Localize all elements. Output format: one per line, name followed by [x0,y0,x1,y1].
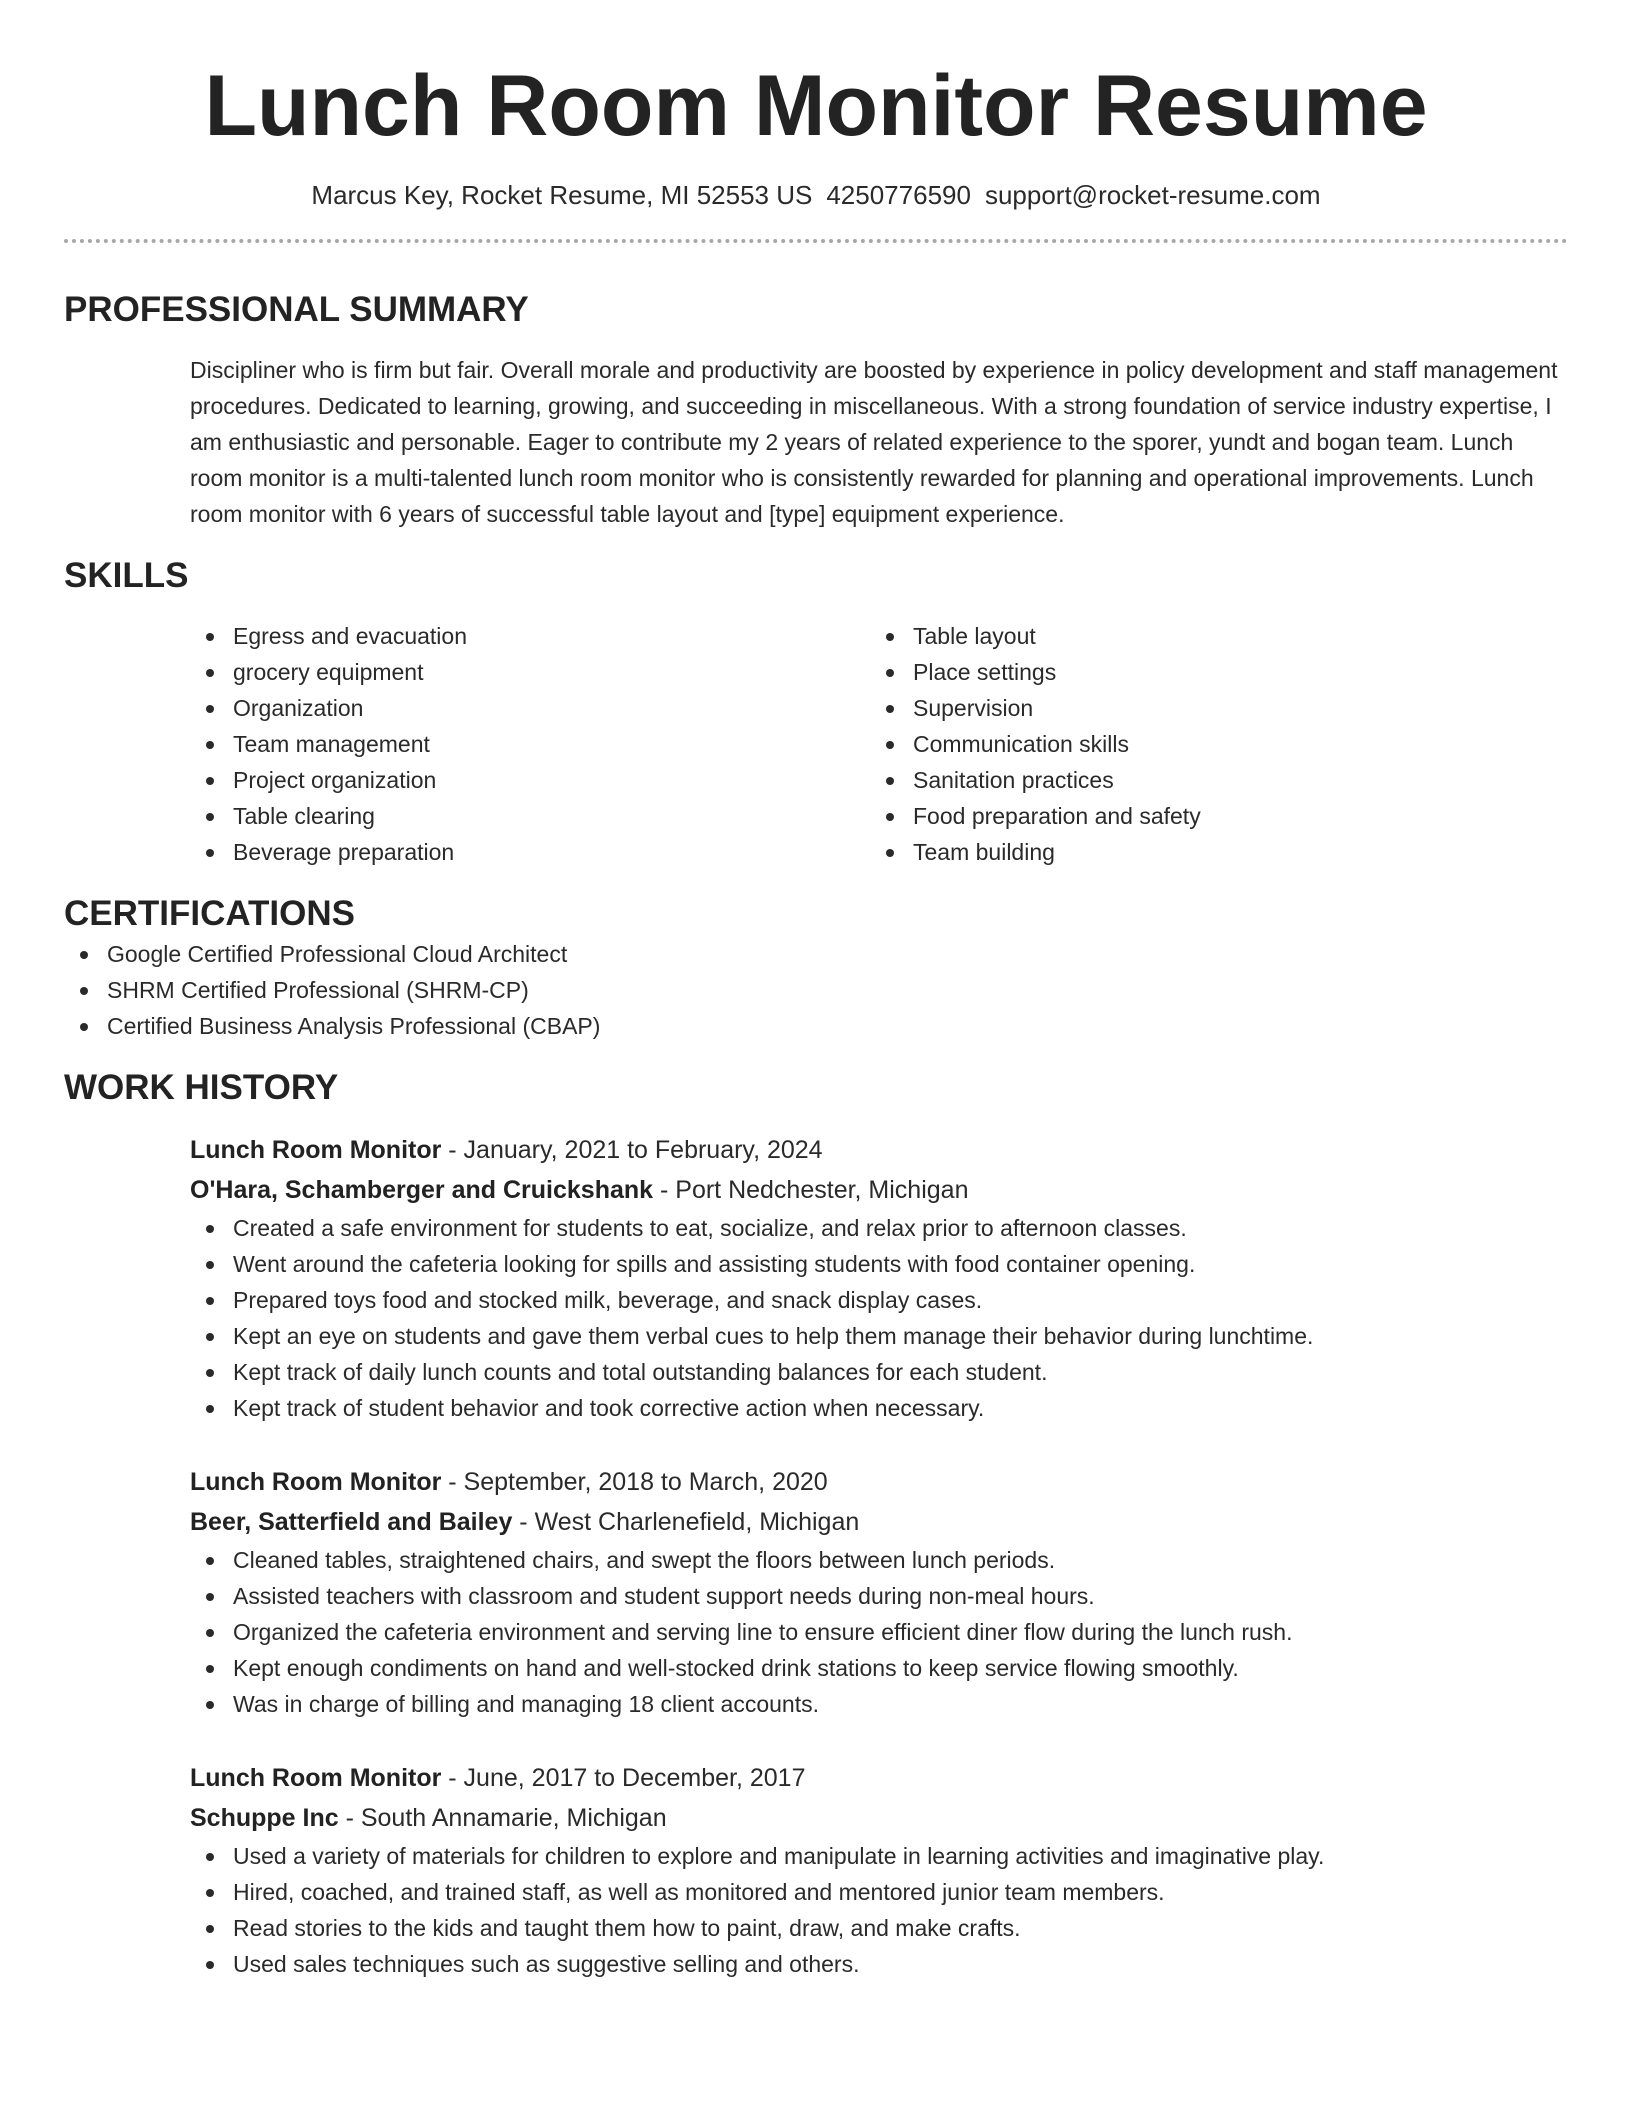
job-duties [190,1542,1568,1722]
job-company-line [190,1798,1568,1838]
skill-item: Organization [190,690,870,726]
work-history-heading: WORK HISTORY [64,1068,339,1107]
job-duty-item: Used a variety of materials for children to explore and manipulate in learning activities and imaginative play. [190,1838,1568,1874]
header-divider [64,239,1568,243]
job-dates: - January, 2021 to February, 2024 [441,1136,823,1164]
job-role: Lunch Room Monitor [190,1136,442,1164]
job-company-line [190,1502,1568,1542]
skill-item: Team building [870,834,1550,870]
skill-item: Beverage preparation [190,834,870,870]
resume-page [64,0,1568,1982]
resume-title: Lunch Room Monitor Resume [204,58,1428,154]
job-duty-item: Was in charge of billing and managing 18 client accounts. [190,1686,1568,1722]
certification-item: SHRM Certified Professional (SHRM-CP) [64,972,1568,1008]
job-duty-item: Cleaned tables, straightened chairs, and swept the floors between lunch periods. [190,1542,1568,1578]
skill-item: Table clearing [190,798,870,834]
summary-text: Discipliner who is firm but fair. Overall morale and productivity are boosted by experience in policy development and staff management procedures. Dedicated to learning, growing, and succeeding in miscellaneous. With a strong foundation of service industry expertise, I am enthusiastic and personable. Eager to contribute my 2 years of related experience to the sporer, yundt and bogan team. Lunch room monitor is a multi-talented lunch room monitor who is consistently rewarded for planning and operational improvements. Lunch room monitor with 6 years of successful table layout and [type] equipment experience. [190,357,1558,527]
skill-item: Place settings [870,654,1550,690]
job-role: Lunch Room Monitor [190,1764,442,1792]
job-company-line [190,1170,1568,1210]
certifications-heading: CERTIFICATIONS [64,894,356,933]
skill-item: Project organization [190,762,870,798]
job-duty-item: Assisted teachers with classroom and student support needs during non-meal hours. [190,1578,1568,1614]
job-entry [190,1758,1568,1982]
job-duty-item: Hired, coached, and trained staff, as well as monitored and mentored junior team members. [190,1874,1568,1910]
job-role: Lunch Room Monitor [190,1468,442,1496]
skill-item: Supervision [870,690,1550,726]
job-entry [190,1130,1568,1426]
job-duty-item: Kept enough condiments on hand and well-stocked drink stations to keep service flowing smoothly. [190,1650,1568,1686]
skill-item: grocery equipment [190,654,870,690]
job-title-line [190,1758,1568,1798]
job-dates: - June, 2017 to December, 2017 [441,1764,806,1792]
skills-heading: SKILLS [64,556,189,595]
skills-column-left [190,618,870,870]
job-location: - West Charlenefield, Michigan [512,1508,860,1536]
job-duty-item: Created a safe environment for students to eat, socialize, and relax prior to afternoon classes. [190,1210,1568,1246]
skill-item: Communication skills [870,726,1550,762]
job-location: - Port Nedchester, Michigan [653,1176,969,1204]
certifications-list [64,936,1568,1044]
job-company: Schuppe Inc [190,1804,339,1832]
summary-heading: PROFESSIONAL SUMMARY [64,290,529,329]
job-company: O'Hara, Schamberger and Cruickshank [190,1176,654,1204]
job-duty-item: Read stories to the kids and taught them how to paint, draw, and make crafts. [190,1910,1568,1946]
contact-email: support@rocket-resume.com [984,180,1321,210]
skill-item: Team management [190,726,870,762]
skill-item: Egress and evacuation [190,618,870,654]
job-duty-item: Kept track of student behavior and took corrective action when necessary. [190,1390,1568,1426]
skills-column-right [870,618,1550,870]
job-duty-item: Went around the cafeteria looking for spills and assisting students with food container opening. [190,1246,1568,1282]
job-duty-item: Organized the cafeteria environment and serving line to ensure efficient diner flow during the lunch rush. [190,1614,1568,1650]
job-duty-item: Kept an eye on students and gave them verbal cues to help them manage their behavior during lunchtime. [190,1318,1568,1354]
job-entry [190,1462,1568,1722]
certification-item: Certified Business Analysis Professional (CBAP) [64,1008,1568,1044]
contact-phone: 4250776590 [826,180,971,210]
contact-line [64,178,1568,212]
job-title-line [190,1130,1568,1170]
skill-item: Food preparation and safety [870,798,1550,834]
job-duty-item: Prepared toys food and stocked milk, beverage, and snack display cases. [190,1282,1568,1318]
certification-item: Google Certified Professional Cloud Architect [64,936,1568,972]
skill-item: Sanitation practices [870,762,1550,798]
skill-item: Table layout [870,618,1550,654]
job-duties [190,1838,1568,1982]
job-company: Beer, Satterfield and Bailey [190,1508,513,1536]
skills-list [190,618,1568,870]
contact-address: Marcus Key, Rocket Resume, MI 52553 US [311,180,813,210]
job-duty-item: Used sales techniques such as suggestive selling and others. [190,1946,1568,1982]
job-duties [190,1210,1568,1426]
job-title-line [190,1462,1568,1502]
job-location: - South Annamarie, Michigan [338,1804,667,1832]
job-duty-item: Kept track of daily lunch counts and total outstanding balances for each student. [190,1354,1568,1390]
job-dates: - September, 2018 to March, 2020 [441,1468,828,1496]
